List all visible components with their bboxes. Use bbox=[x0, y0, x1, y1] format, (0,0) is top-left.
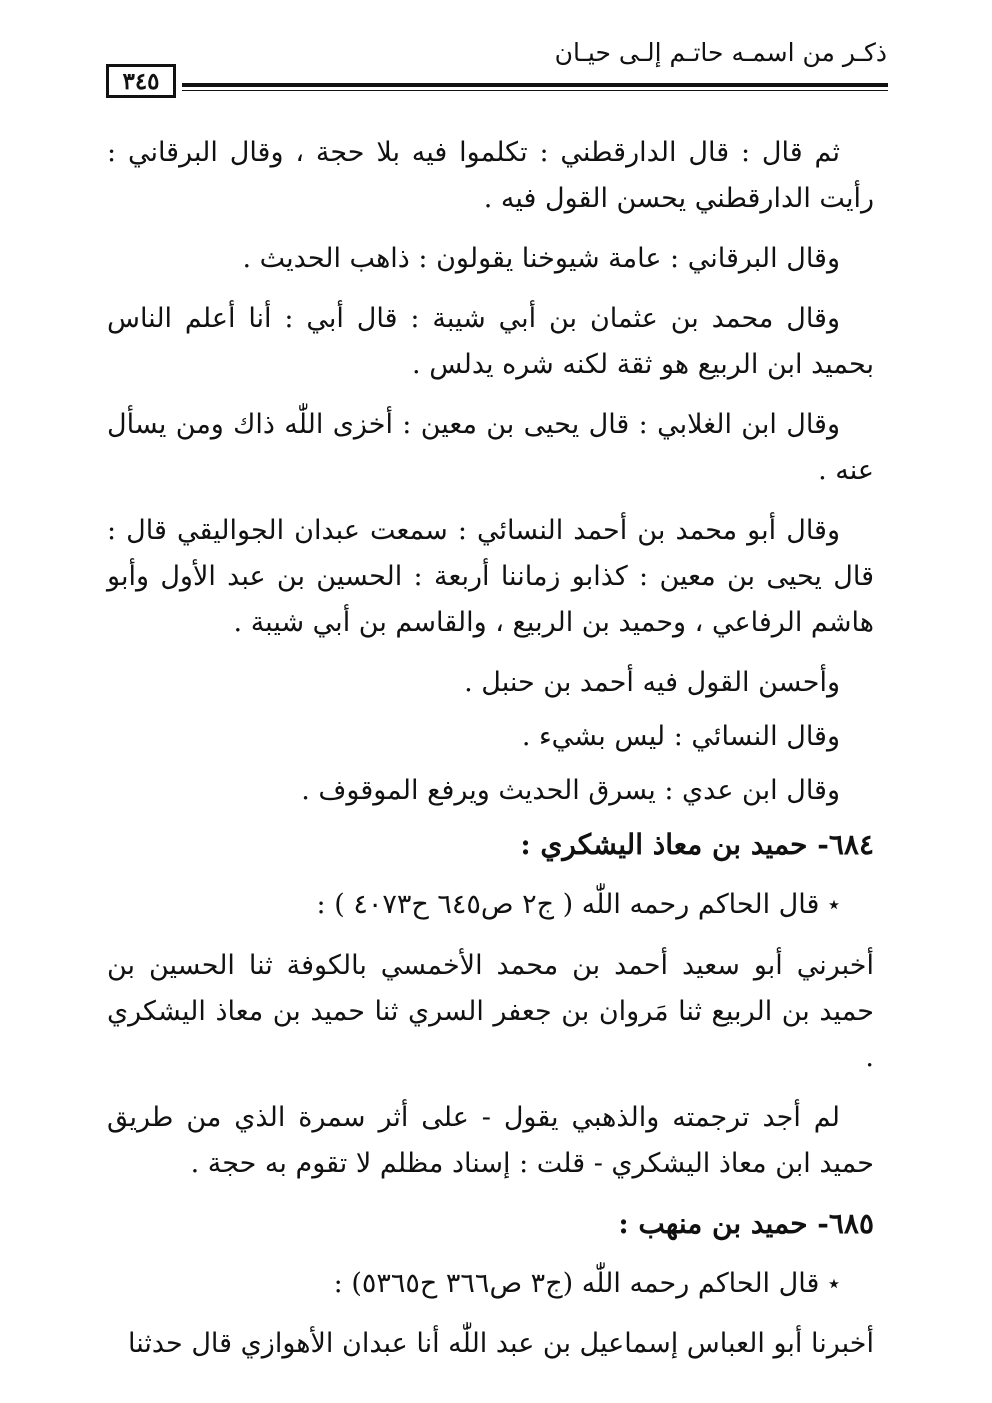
page-body bbox=[107, 130, 874, 1381]
entry-heading-685: ٦٨٥- حميد بن منهب : bbox=[618, 1206, 874, 1240]
paragraph-barqani: وقال البرقاني : عامة شيوخنا يقولون : ذاهب الحديث . bbox=[242, 243, 840, 274]
paragraph-daraqutni: ثم قال : قال الدارقطني : تكلموا فيه بلا حجة ، وقال البرقاني : رأيت الدارقطني يحسن القول فيه . bbox=[107, 137, 874, 214]
source-line-685 bbox=[107, 1261, 874, 1308]
header-rule-thick bbox=[182, 83, 888, 87]
asterisk-icon: ٭ bbox=[828, 1271, 840, 1296]
paragraph-ibn-ghalabi: وقال ابن الغلابي : قال يحيى بن معين : أخزى اللّٰه ذاك ومن يسأل عنه . bbox=[107, 409, 874, 486]
running-title: ذكـر من اسمـه حاتـم إلـى حيـان bbox=[554, 38, 887, 67]
paragraph-ibn-abi-shayba: وقال محمد بن عثمان بن أبي شيبة : قال أبي : أنا أعلم الناس بحميد ابن الربيع هو ثقة لكنه شره يدلس . bbox=[107, 303, 874, 380]
paragraph-ahmad: وأحسن القول فيه أحمد بن حنبل . bbox=[464, 667, 840, 698]
note-684: لم أجد ترجمته والذهبي يقول - على أثر سمرة الذي من طريق حميد ابن معاذ اليشكري - قلت : إسناد مظلم لا تقوم به حجة . bbox=[107, 1101, 874, 1179]
header-rule-thin bbox=[182, 90, 888, 91]
source-text-685: قال الحاكم رحمه اللّٰه (ج٣ ص٣٦٦ ح٥٣٦٥) : bbox=[333, 1267, 820, 1299]
paragraph-nasai: وقال النسائي : ليس بشيء . bbox=[521, 721, 840, 752]
asterisk-icon: ٭ bbox=[828, 892, 840, 918]
entry-heading-684: ٦٨٤- حميد بن معاذ اليشكري : bbox=[520, 828, 874, 861]
isnad-685: أخبرنا أبو العباس إسماعيل بن عبد اللّٰه أنا عبدان الأهوازي قال حدثنا bbox=[127, 1328, 874, 1359]
isnad-684: أخبرني أبو سعيد أحمد بن محمد الأخمسي بالكوفة ثنا الحسين بن حميد بن الربيع ثنا مَروان بن جعفر السري ثنا حميد بن معاذ اليشكري . bbox=[107, 949, 874, 1073]
page-number: ٣٤٥ bbox=[106, 64, 176, 98]
source-text-684: قال الحاكم رحمه اللّٰه ( ج٢ ص٦٤٥ ح٤٠٧٣ ) : bbox=[316, 889, 820, 920]
paragraph-nasai-abdan: وقال أبو محمد بن أحمد النسائي : سمعت عبدان الجواليقي قال : قال يحيى بن معين : كذابو زماننا أربعة : الحسين بن عبد الأول وأبو هاشم الرفاعي ، وحميد بن الربيع ، والقاسم بن أبي شيبة . bbox=[107, 515, 874, 638]
paragraph-ibn-adi: وقال ابن عدي : يسرق الحديث ويرفع الموقوف . bbox=[301, 775, 840, 806]
source-line-684 bbox=[107, 882, 874, 929]
